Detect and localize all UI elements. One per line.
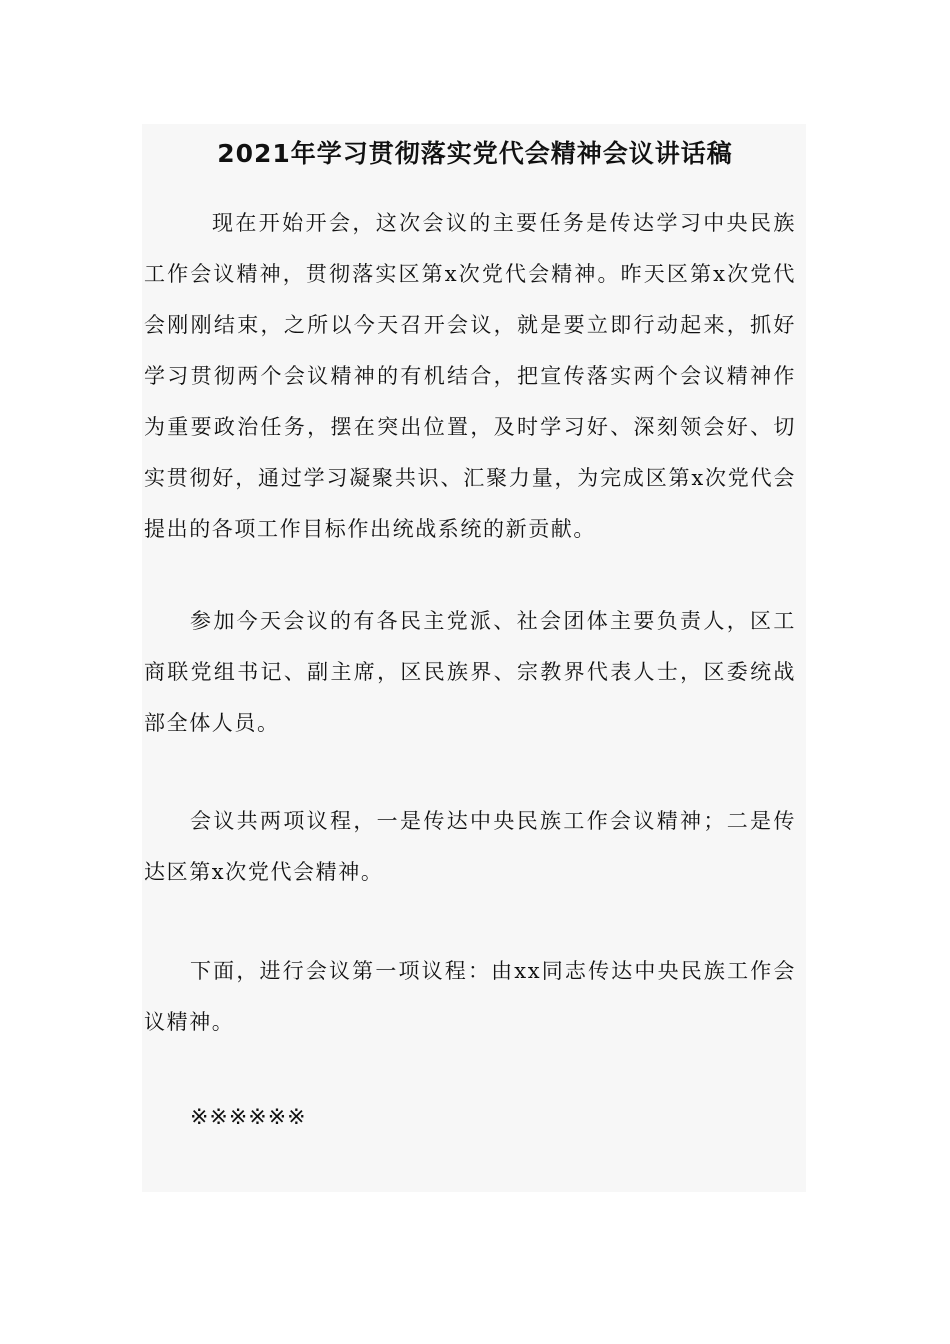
paragraph-first-item: 下面，进行会议第一项议程：由xx同志传达中央民族工作会议精神。 [144,959,796,1034]
section-separator: ※※※※※※ [190,1105,307,1130]
paragraph-agenda: 会议共两项议程，一是传达中央民族工作会议精神；二是传达区第x次党代会精神。 [144,809,796,884]
paragraph-attendees: 参加今天会议的有各民主党派、社会团体主要负责人，区工商联党组书记、副主席，区民族界、宗教界代表人士，区委统战部全体人员。 [144,609,796,735]
paragraph-opening: 现在开始开会，这次会议的主要任务是传达学习中央民族工作会议精神，贯彻落实区第x次党代会精神。昨天区第x次党代会刚刚结束，之所以今天召开会议，就是要立即行动起来，抓好学习贯彻两个会议精神的有机结合，把宣传落实两个会议精神作为重要政治任务，摆在突出位置，及时学习好、深刻领会好、切实贯彻好，通过学习凝聚共识、汇聚力量，为完成区第x次党代会提出的各项工作目标作出统战系统的新贡献。 [144,211,796,541]
document-title: 2021年学习贯彻落实党代会精神会议讲话稿 [217,139,733,168]
